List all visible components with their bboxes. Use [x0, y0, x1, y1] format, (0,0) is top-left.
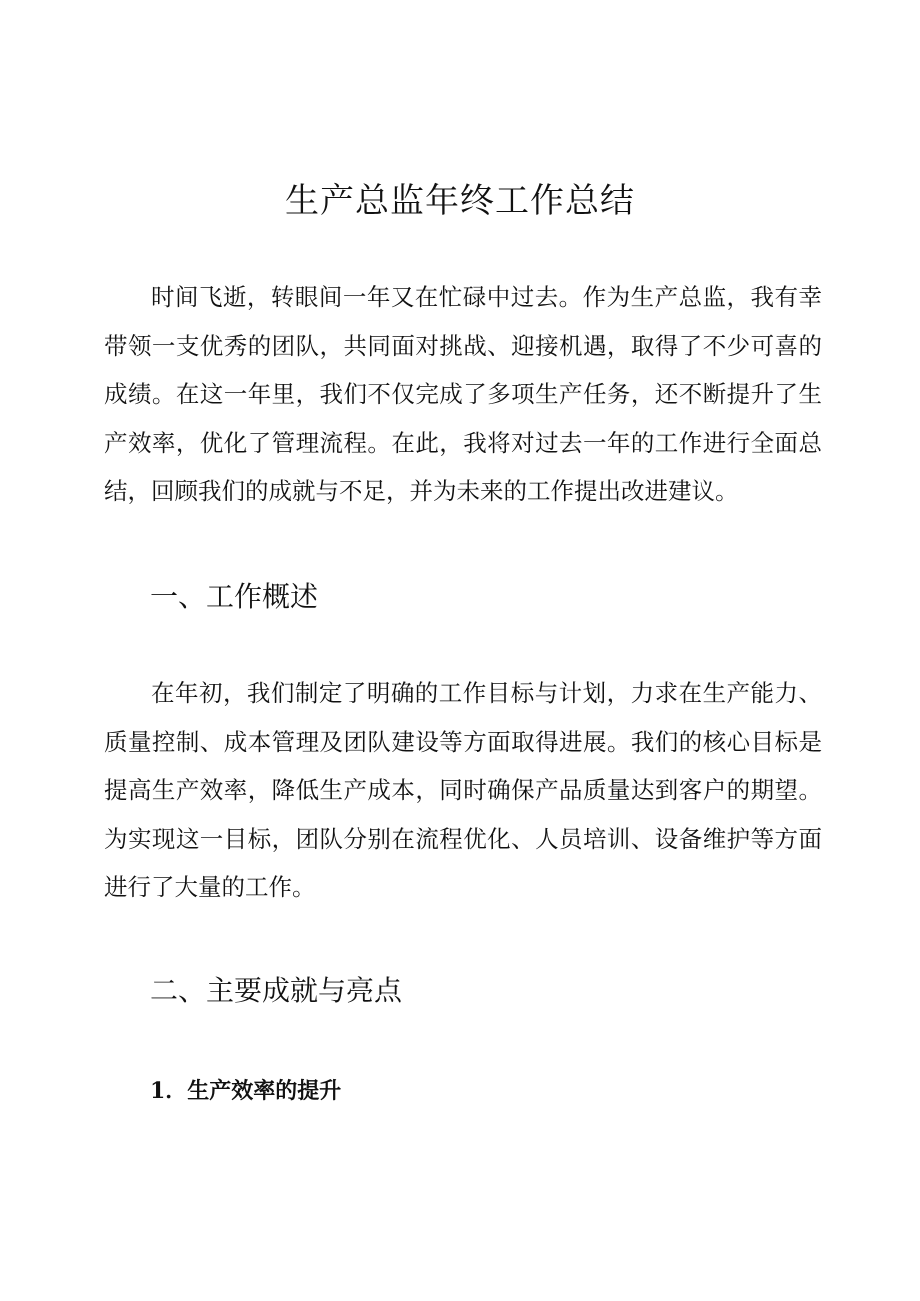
subheading-efficiency: 1．生产效率的提升 [150, 1078, 342, 1104]
section-heading-achievements: 二、主要成就与亮点 [150, 974, 403, 1007]
document-title: 生产总监年终工作总结 [285, 181, 635, 221]
intro-paragraph: 时间飞逝，转眼间一年又在忙碌中过去。作为生产总监，我有幸带领一支优秀的团队，共同面对挑战、迎接机遇，取得了不少可喜的成绩。在这一年里，我们不仅完成了多项生产任务，还不断提升了生产效率，优化了管理流程。在此，我将对过去一年的工作进行全面总结，回顾我们的成就与不足，并为未来的工作提出改进建议。 [104, 283, 822, 505]
overview-paragraph: 在年初，我们制定了明确的工作目标与计划，力求在生产能力、质量控制、成本管理及团队建设等方面取得进展。我们的核心目标是提高生产效率，降低生产成本，同时确保产品质量达到客户的期望。为实现这一目标，团队分别在流程优化、人员培训、设备维护等方面进行了大量的工作。 [104, 679, 822, 901]
section-heading-overview: 一、工作概述 [150, 580, 319, 613]
